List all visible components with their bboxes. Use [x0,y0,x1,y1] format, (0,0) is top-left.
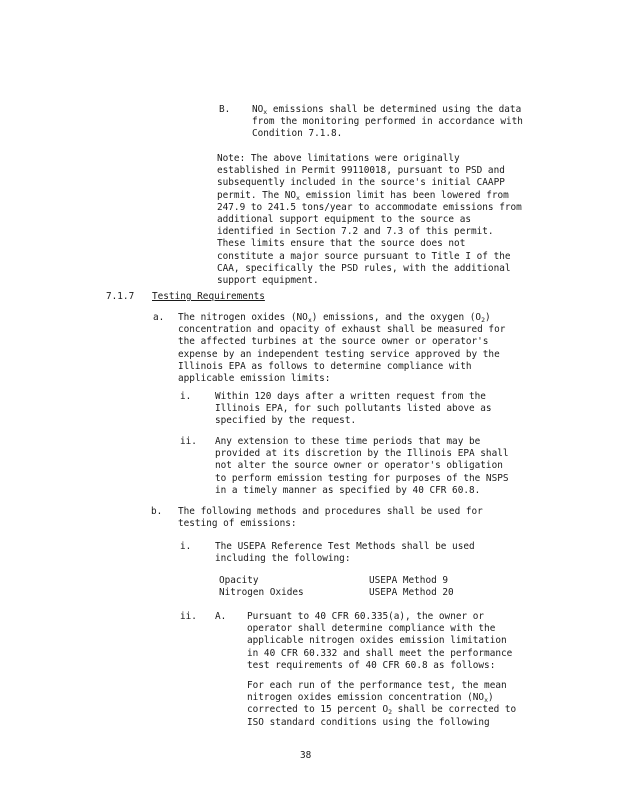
text-line: The nitrogen oxides $(NO_x)$ emissions, and the oxygen $(O_2)$ [178,312,491,324]
text-line: additional support equipment to the source as [217,214,471,226]
text-line: corrected to 15 percent $O_2$ shall be corrected to [247,704,517,717]
text-line: $NO_x$ emissions shall be determined using the data [252,104,522,116]
item-a-ii-label: ii. [180,436,197,447]
item-b-ii-a-para2 [247,680,516,729]
text-line: nitrogen oxides emission concentration $(NO_x)$ [247,692,494,705]
item-b-label: b. [151,506,163,517]
text-line: provided at its discretion by the Illinois EPA shall [215,448,509,460]
text-line: Condition 7.1.8. [252,128,343,140]
text-line: Pursuant to 40 CFR 60.335(a), the owner or [247,611,485,622]
text-line: identified in Section 7.2 and 7.3 of this permit. [217,226,494,238]
subscript: 2 [481,316,485,324]
text-line: constitute a major source pursuant to Title I of the [217,250,511,262]
item-b-i-label: i. [180,541,192,552]
text-line: from the monitoring performed in accordance with [252,116,523,128]
section-number: 7.1.7 [106,291,135,302]
method-pollutant: Opacity [219,575,259,586]
text-line: the affected turbines at the source owner or operator's [178,336,489,348]
method-row-opacity [219,575,519,587]
text-line: Illinois EPA, for such pollutants listed above as [215,403,492,415]
item-b-text [178,506,483,530]
text-line: established in Permit 99110018, pursuant to PSD and [217,165,505,177]
text-line: support equipment. [217,275,319,287]
note-paragraph [217,153,522,287]
text-line: Any extension to these time periods that may be [215,436,481,447]
text-line: test requirements of 40 CFR 60.8 as follows: [247,659,496,671]
subscript: x [484,696,488,705]
text-line: permit. The $NO_x$ emission limit has been lowered from [217,189,509,202]
text-line: concentration and opacity of exhaust shall be measured for [178,324,506,336]
page-number: 38 [300,750,312,761]
text-line: in a timely manner as specified by 40 CFR 60.8. [215,484,481,496]
method-pollutant: Nitrogen Oxides [219,587,304,598]
text-line: including the following: [215,553,351,565]
item-a-text [178,312,505,385]
method-name: USEPA Method 20 [369,587,454,598]
method-name: USEPA Method 9 [369,575,449,586]
text-line: testing of emissions: [178,518,297,530]
item-a-i-text [215,391,492,428]
text-line: For each run of the performance test, the mean [247,680,507,691]
item-a-ii-text [215,436,509,497]
text-line: These limits ensure that the source does not [217,238,466,250]
text-line: specified by the request. [215,415,357,427]
item-a-i-label: i. [180,391,192,402]
text-line: expense by an independent testing service approved by the [178,348,500,360]
text-line: in 40 CFR 60.332 and shall meet the performance [247,647,513,659]
text-line: operator shall determine compliance with the [247,623,496,635]
subscript: x [296,193,300,202]
item-a-label: a. [153,312,165,323]
text-line: The following methods and procedures shall be used for [178,506,483,517]
text-line: 247.9 to 241.5 tons/year to accommodate emissions from [217,201,522,213]
text-line: The USEPA Reference Test Methods shall be used [215,541,475,552]
condition-b-text [252,104,523,141]
text-line: Note: The above limitations were originally [217,153,460,164]
text-line: subsequently included in the source's initial CAAPP [217,177,505,189]
text-line: applicable emission limits: [178,373,331,385]
item-b-ii-a-label: A. [215,611,227,622]
item-b-ii-a-text [247,611,512,672]
text-line: applicable nitrogen oxides emission limitation [247,635,507,647]
subscript: 2 [388,708,393,717]
text-line: CAA, specifically the PSD rules, with the additional [217,262,511,274]
condition-b-label: B. [219,104,231,115]
text-line: Within 120 days after a written request from the [215,391,486,402]
subscript: x [307,316,312,324]
section-title: Testing Requirements [152,291,265,302]
subscript: x [263,108,268,116]
text-line: not alter the source owner or operator's obligation [215,460,503,472]
item-b-i-text [215,541,475,565]
text-line: ISO standard conditions using the following [247,716,490,728]
text-line: Illinois EPA as follows to determine compliance with [178,360,472,372]
item-b-ii-label: ii. [180,611,197,622]
text-line: to perform emission testing for purposes of the NSPS [215,472,509,484]
method-row-nitrogen-oxides [219,587,519,599]
